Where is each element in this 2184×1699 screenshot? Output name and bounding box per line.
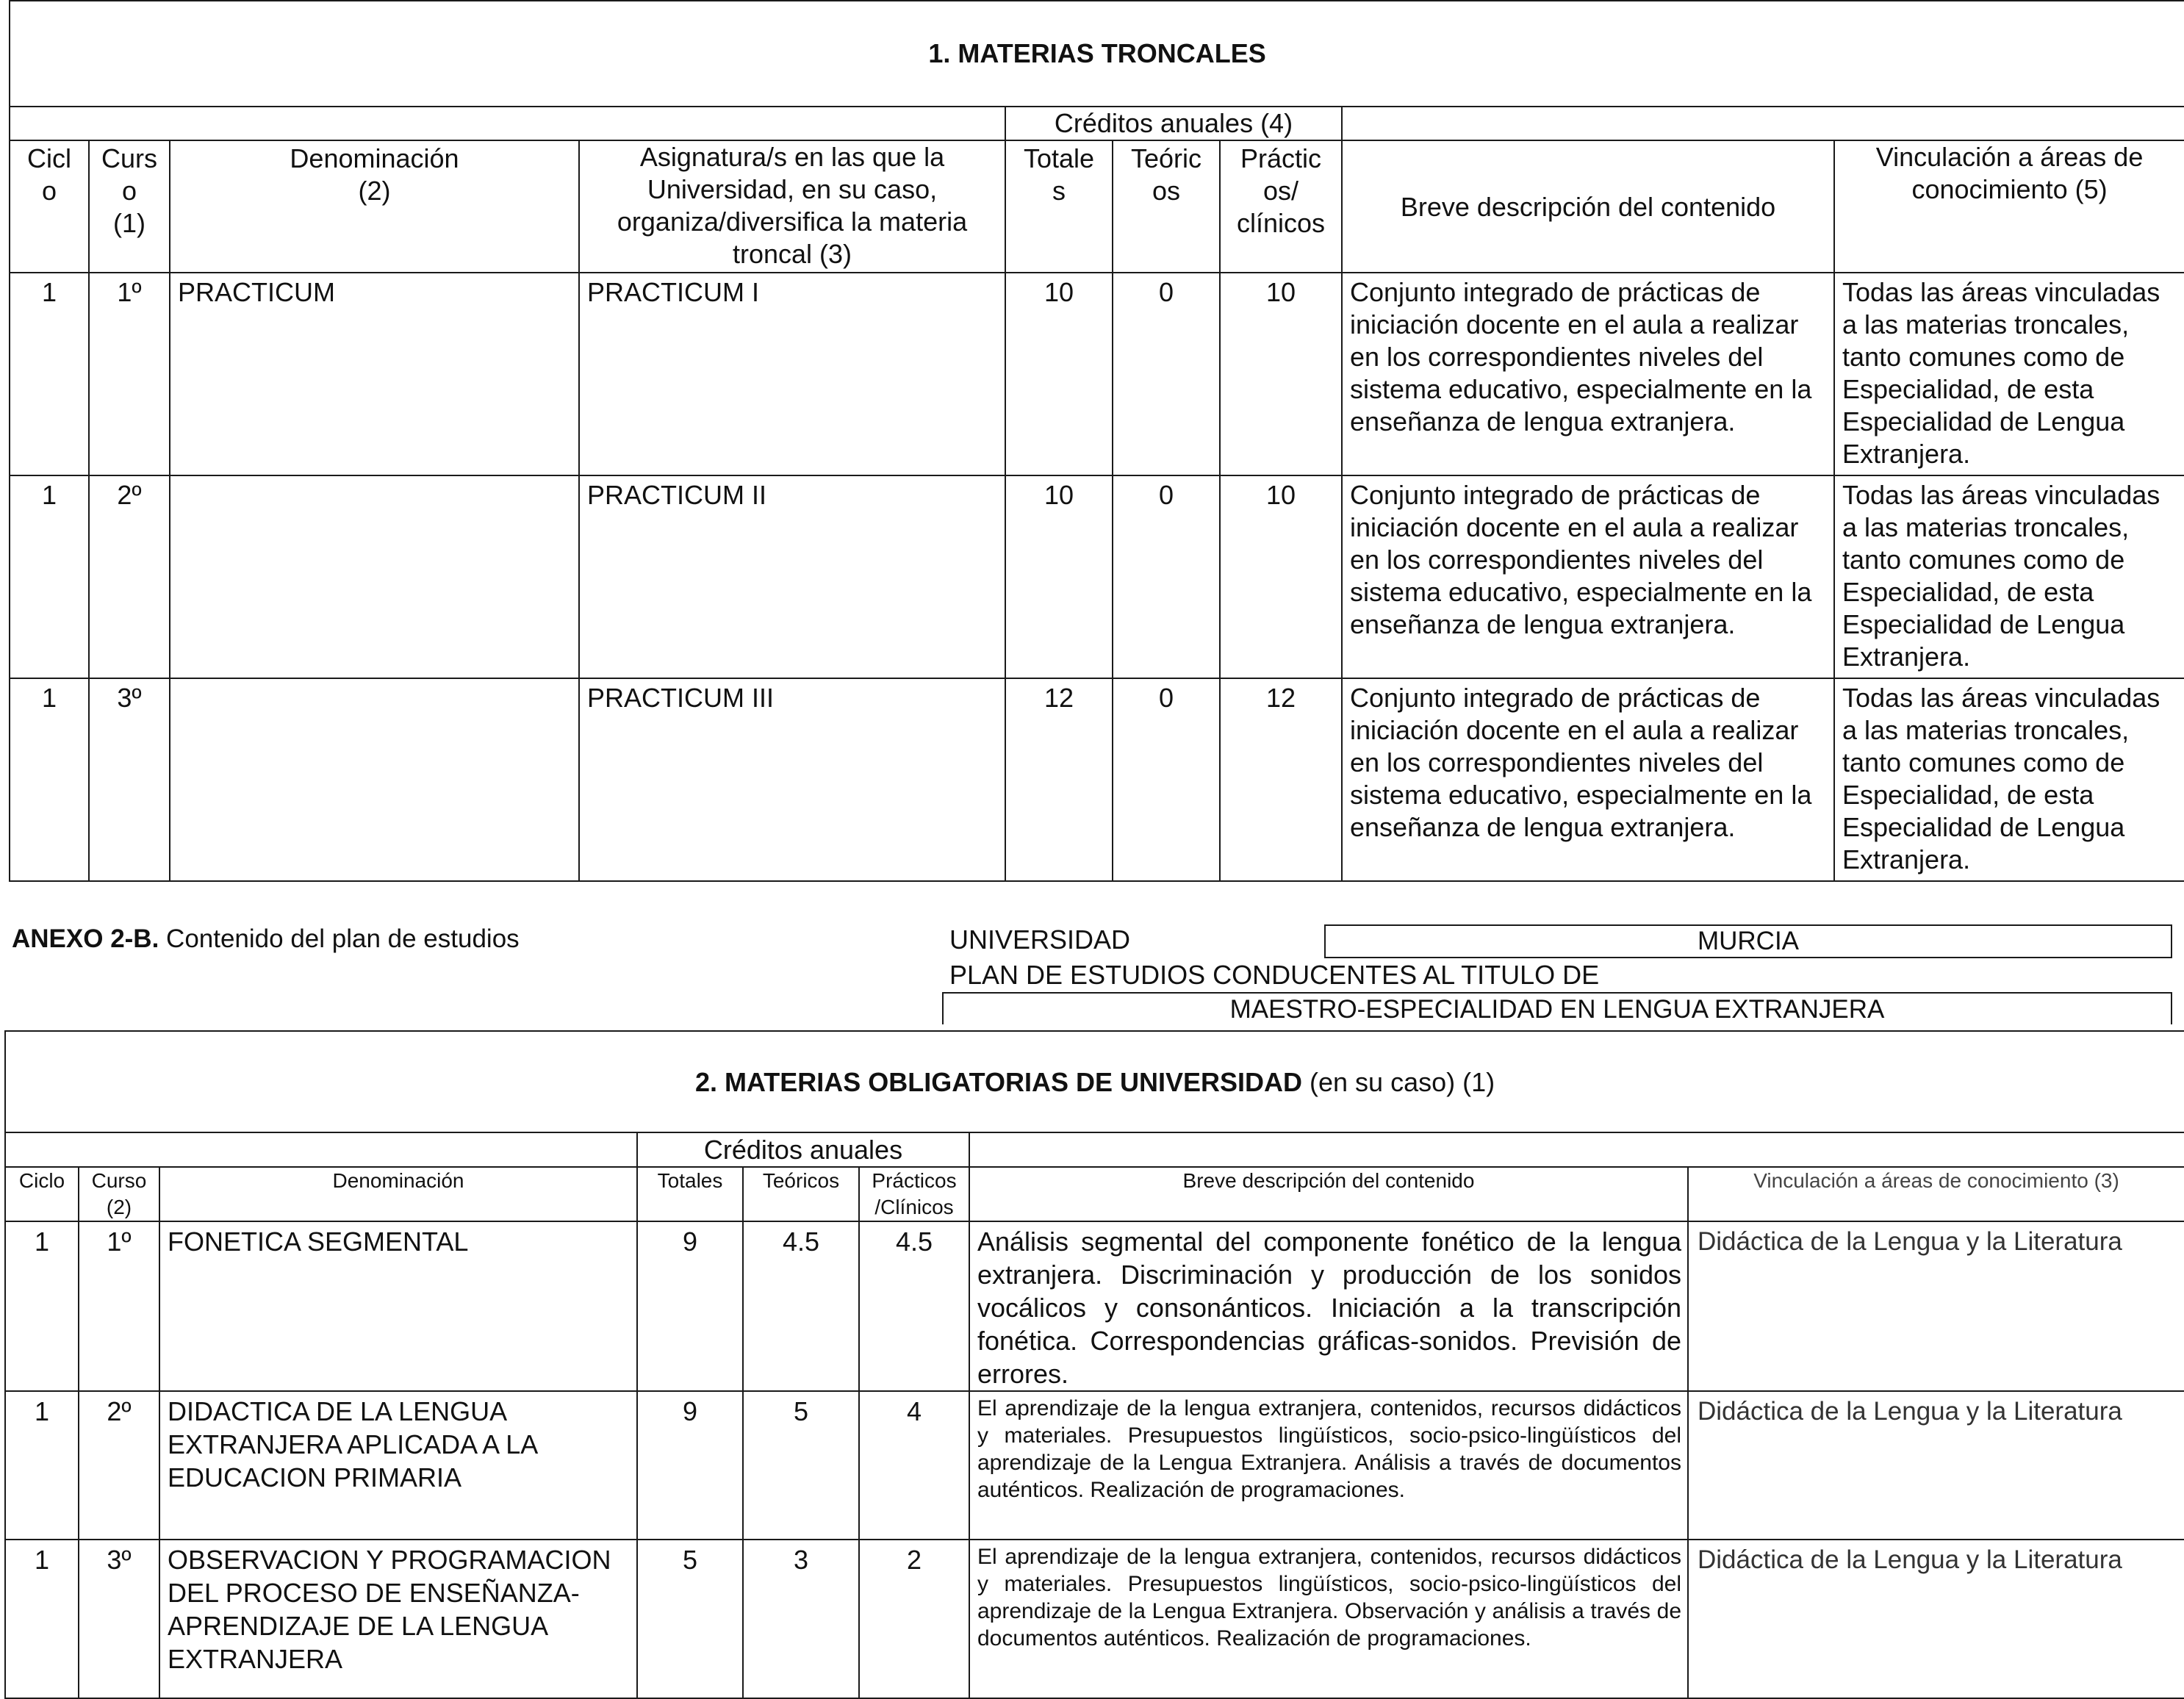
cell-totales: 12 [1005, 678, 1113, 881]
cell-descripcion: Conjunto integrado de prácticas de iniciación docente en el aula a realizar en los correspondientes niveles del sistema educativo, especialmente en la enseñanza de lengua extranjera. [1342, 273, 1834, 475]
cell-teoricos: 3 [743, 1540, 859, 1698]
cell-ciclo: 1 [10, 475, 89, 678]
cell-teoricos: 0 [1113, 475, 1220, 678]
cell-denominacion: DIDACTICA DE LA LENGUA EXTRANJERA APLICADA A LA EDUCACION PRIMARIA [159, 1391, 637, 1540]
anexo-label-bold: ANEXO 2-B. [12, 924, 159, 953]
cell-asignatura: PRACTICUM III [579, 678, 1005, 881]
cell-teoricos: 0 [1113, 678, 1220, 881]
table-row [5, 1391, 2184, 1540]
col-header-practicos: Prácticos /Clínicos [859, 1167, 969, 1221]
col-header-teoricos: Teóric os [1113, 140, 1220, 273]
cell-ciclo: 1 [10, 273, 89, 475]
cell-totales: 10 [1005, 475, 1113, 678]
cell-denominacion: PRACTICUM [170, 273, 579, 475]
col-header-vinculacion: Vinculación a áreas de conocimiento (5) [1834, 140, 2184, 273]
cell-vinculacion: Didáctica de la Lengua y la Literatura [1688, 1221, 2184, 1391]
table-row [5, 1540, 2184, 1698]
col-header-descripcion: Breve descripción del contenido [969, 1167, 1688, 1221]
cell-asignatura: PRACTICUM I [579, 273, 1005, 475]
cell-totales: 10 [1005, 273, 1113, 475]
cell-ciclo: 1 [5, 1391, 79, 1540]
table-row [10, 475, 2184, 678]
cell-curso: 2º [79, 1391, 159, 1540]
cell-curso: 3º [89, 678, 170, 881]
universidad-value: MURCIA [1324, 924, 2172, 958]
section-title-bold: 2. MATERIAS OBLIGATORIAS DE UNIVERSIDAD [694, 1066, 1303, 1097]
cell-descripcion: El aprendizaje de la lengua extranjera, contenidos, recursos didácticos y materiales. Presupuestos lingüísticos, socio-psico-lingüísticos del aprendizaje de la Lengua Extranjera. Análisis a través de documentos auténticos. Realización de programaciones. [969, 1391, 1688, 1540]
cell-practicos: 10 [1220, 273, 1342, 475]
col-header-curso: Curso (2) [79, 1167, 159, 1221]
section-title-rest: (en su caso) (1) [1302, 1066, 1495, 1097]
cell-practicos: 2 [859, 1540, 969, 1698]
cell-practicos: 4.5 [859, 1221, 969, 1391]
col-header-descripcion: Breve descripción del contenido [1342, 140, 1834, 273]
cell-practicos: 10 [1220, 475, 1342, 678]
col-header-denominacion: Denominación [159, 1167, 637, 1221]
cell-descripcion: Análisis segmental del componente fonético de la lengua extranjera. Discriminación y producción de los sonidos vocálicos y consonánticos. Iniciación a la transcripción fonética. Correspondencias gráficas-sonidos. Previsión de errores. [969, 1221, 1688, 1391]
cell-teoricos: 4.5 [743, 1221, 859, 1391]
col-header-ciclo: Cicl o [10, 140, 89, 273]
titulo-value: MAESTRO-ESPECIALIDAD EN LENGUA EXTRANJERA [942, 992, 2172, 1024]
universidad-label: UNIVERSIDAD [949, 924, 1131, 955]
cell-practicos: 4 [859, 1391, 969, 1540]
cell-descripcion: Conjunto integrado de prácticas de iniciación docente en el aula a realizar en los correspondientes niveles del sistema educativo, especialmente en la enseñanza de lengua extranjera. [1342, 475, 1834, 678]
col-header-totales: Totales [637, 1167, 743, 1221]
plan-estudios-label: PLAN DE ESTUDIOS CONDUCENTES AL TITULO DE [949, 960, 1600, 990]
col-header-totales: Totale s [1005, 140, 1113, 273]
cell-curso: 1º [89, 273, 170, 475]
cell-vinculacion: Todas las áreas vinculadas a las materias troncales, tanto comunes como de Especialidad, de esta Especialidad de Lengua Extranjera. [1834, 678, 2184, 881]
col-header-practicos: Práctic os/ clínicos [1220, 140, 1342, 273]
cell-vinculacion: Didáctica de la Lengua y la Literatura [1688, 1540, 2184, 1698]
table-row [10, 273, 2184, 475]
cell-curso: 3º [79, 1540, 159, 1698]
col-header-asignaturas: Asignatura/s en las que la Universidad, en su caso, organiza/diversifica la materia troncal (3) [579, 140, 1005, 273]
col-header-curso: Curs o (1) [89, 140, 170, 273]
cell-teoricos: 0 [1113, 273, 1220, 475]
section-title [5, 1031, 2184, 1132]
cell-teoricos: 5 [743, 1391, 859, 1540]
cell-totales: 9 [637, 1391, 743, 1540]
anexo-label-rest: Contenido del plan de estudios [159, 924, 520, 953]
cell-ciclo: 1 [5, 1221, 79, 1391]
table-row [10, 678, 2184, 881]
cell-denominacion: OBSERVACION Y PROGRAMACION DEL PROCESO DE ENSEÑANZA-APRENDIZAJE DE LA LENGUA EXTRANJERA [159, 1540, 637, 1698]
cell-descripcion: El aprendizaje de la lengua extranjera, contenidos, recursos didácticos y materiales. Presupuestos lingüísticos, socio-psico-lingüísticos del aprendizaje de la Lengua Extranjera. Observación y análisis a través de documentos auténticos. Realización de programaciones. [969, 1540, 1688, 1698]
table-row [5, 1221, 2184, 1391]
anexo-label [12, 924, 520, 954]
cell-curso: 1º [79, 1221, 159, 1391]
cell-vinculacion: Todas las áreas vinculadas a las materias troncales, tanto comunes como de Especialidad, de esta Especialidad de Lengua Extranjera. [1834, 475, 2184, 678]
materias-troncales-table [9, 0, 2184, 882]
cell-asignatura: PRACTICUM II [579, 475, 1005, 678]
cell-practicos: 12 [1220, 678, 1342, 881]
cell-denominacion: FONETICA SEGMENTAL [159, 1221, 637, 1391]
cell-vinculacion: Todas las áreas vinculadas a las materias troncales, tanto comunes como de Especialidad, de esta Especialidad de Lengua Extranjera. [1834, 273, 2184, 475]
creditos-group-header: Créditos anuales (4) [1005, 107, 1342, 140]
cell-totales: 5 [637, 1540, 743, 1698]
cell-denominacion [170, 475, 579, 678]
cell-descripcion: Conjunto integrado de prácticas de iniciación docente en el aula a realizar en los correspondientes niveles del sistema educativo, especialmente en la enseñanza de lengua extranjera. [1342, 678, 1834, 881]
col-header-vinculacion: Vinculación a áreas de conocimiento (3) [1688, 1167, 2184, 1221]
col-header-teoricos: Teóricos [743, 1167, 859, 1221]
cell-vinculacion: Didáctica de la Lengua y la Literatura [1688, 1391, 2184, 1540]
cell-ciclo: 1 [5, 1540, 79, 1698]
cell-curso: 2º [89, 475, 170, 678]
col-header-ciclo: Ciclo [5, 1167, 79, 1221]
cell-ciclo: 1 [10, 678, 89, 881]
cell-totales: 9 [637, 1221, 743, 1391]
creditos-group-header: Créditos anuales [637, 1132, 969, 1167]
section-title: 1. MATERIAS TRONCALES [10, 1, 2184, 107]
cell-denominacion [170, 678, 579, 881]
col-header-denominacion: Denominación (2) [170, 140, 579, 273]
materias-obligatorias-table [4, 1030, 2184, 1699]
